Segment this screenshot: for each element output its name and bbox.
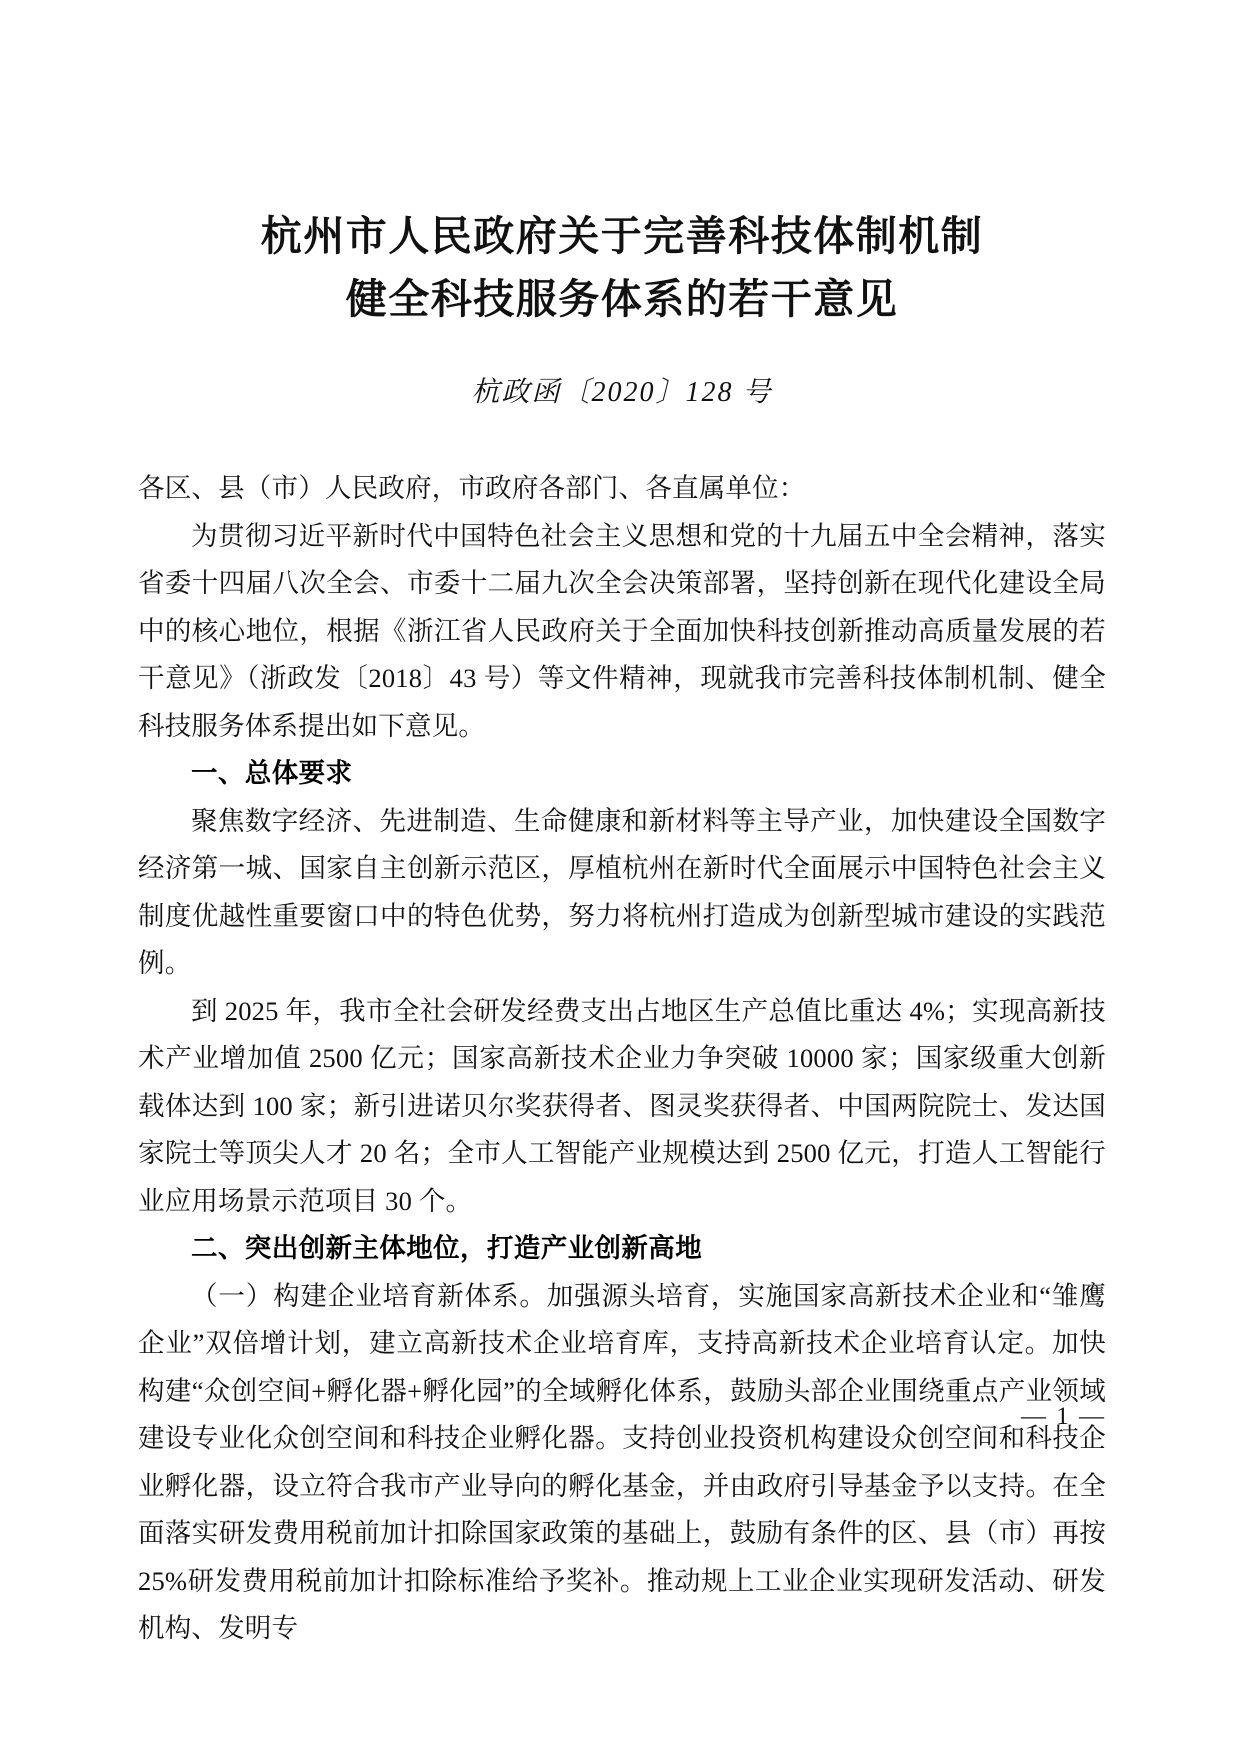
section-heading-2: 二、突出创新主体地位，打造产业创新高地 — [191, 1233, 703, 1263]
preamble-paragraph: 为贯彻习近平新时代中国特色社会主义思想和党的十九届五中全会精神，落实省委十四届八次全会、市委十二届九次全会决策部署，坚持创新在现代化建设全局中的核心地位，根据《浙江省人民政府关于全面加快科技创新推动高质量发展的若干意见》（浙政发〔2018〕43 号）等文件精神，现就我市完善科技体制机制、健全科技服务体系提出如下意见。 — [138, 520, 1106, 741]
section-1-paragraph-1: 聚焦数字经济、先进制造、生命健康和新材料等主导产业，加快建设全国数字经济第一城、国家自主创新示范区，厚植杭州在新时代全面展示中国特色社会主义制度优越性重要窗口中的特色优势，努力将杭州打造成为创新型城市建设的实践范例。 — [138, 805, 1106, 978]
page-content — [138, 0, 1106, 1653]
section-heading-1: 一、总体要求 — [191, 758, 353, 788]
document-title — [138, 0, 1106, 331]
document-number: 杭政函〔2020〕128 号 — [471, 377, 773, 408]
document-body — [138, 413, 1106, 1653]
section-1-paragraph-2: 到 2025 年，我市全社会研发经费支出占地区生产总值比重达 4%；实现高新技术产业增加值 2500 亿元；国家高新技术企业力争突破 10000 家；国家级重大创新载体达到 100 家；新引进诺贝尔奖获得者、图灵奖获得者、中国两院院士、发达国家院士等顶尖人才 20 名；全市人工智能产业规模达到 2500 亿元，打造人工智能行业应用场景示范项目 30 个。 — [138, 995, 1106, 1216]
document-title-line-1: 杭州市人民政府关于完善科技体制机制 — [260, 213, 984, 259]
page-number-footer: — 1 — — [1021, 1403, 1106, 1430]
salutation: 各区、县（市）人民政府，市政府各部门、各直属单位： — [138, 473, 806, 503]
document-title-line-2: 健全科技服务体系的若干意见 — [345, 276, 899, 322]
section-2-paragraph-1: （一）构建企业培育新体系。加强源头培育，实施国家高新技术企业和“雏鹰企业”双倍增计划，建立高新技术企业培育库，支持高新技术企业培育认定。加快构建“众创空间+孵化器+孵化园”的全域孵化体系，鼓励头部企业围绕重点产业领域建设专业化众创空间和科技企业孵化器。支持创业投资机构建设众创空间和科技企业孵化器，设立符合我市产业导向的孵化基金，并由政府引导基金予以支持。在全面落实研发费用税前加计扣除国家政策的基础上，鼓励有条件的区、县（市）再按 25%研发费用税前加计扣除标准给予奖补。推动规上工业企业实现研发活动、研发机构、发明专 — [138, 1280, 1106, 1643]
